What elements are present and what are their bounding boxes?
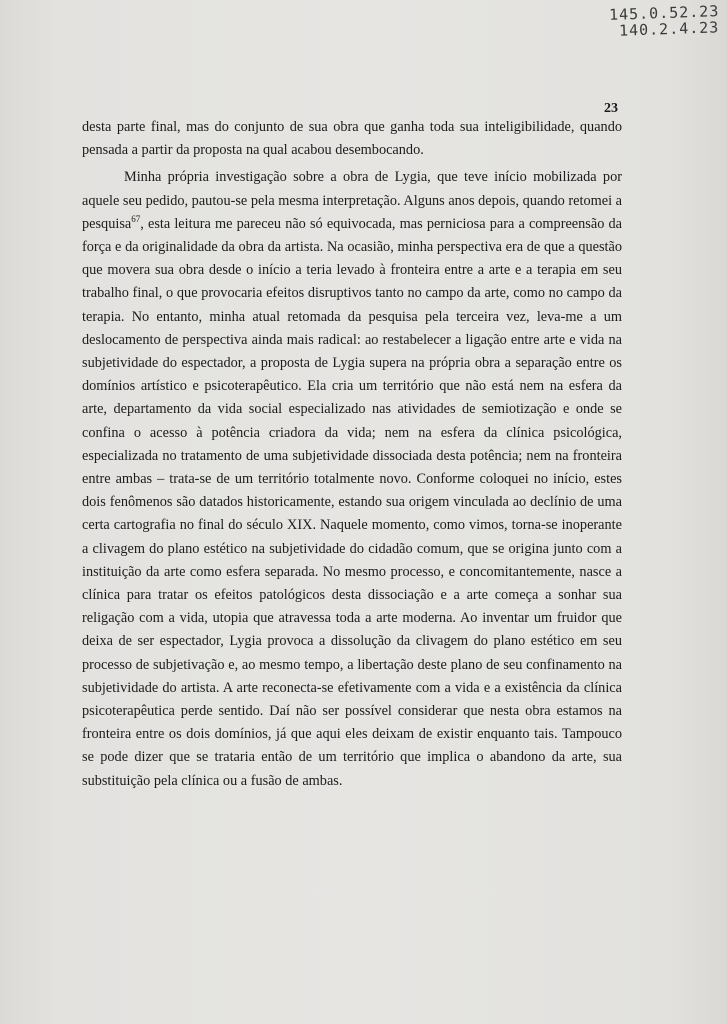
paragraph-1: desta parte final, mas do conjunto de sua obra que ganha toda sua inteligibilidade, quando pensada a partir da proposta na qual acabou desembocando. <box>82 119 622 159</box>
paragraph-2-start: Minha própria investigação sobre a obra de Lygia, que teve início mobilizada por aquele seu pedido, pautou-se pela mesma interpretação. Alguns anos depois, quando retomei a pesquisa <box>82 169 622 232</box>
page-number: 23 <box>604 101 618 116</box>
footnote-marker[interactable]: 67 <box>131 214 141 225</box>
paragraph-2-rest: , esta leitura me pareceu não só equivocada, mas perniciosa para a compreensão da força e da originalidade da obra da artista. Na ocasião, minha perspectiva era de que a questão que movera sua obra desde o início a teria levado à fronteira entre a arte e a terapia em seu trabalho final, o que provocaria efeitos disruptivos tanto no campo da arte, como no campo da terapia. No entanto, minha atual retomada da pesquisa pela terceira vez, leva-me a um deslocamento de perspectiva ainda mais radical: ao restabelecer a ligação entre arte e vida na subjetividade do espectador, a proposta de Lygia supera na própria obra a separação entre os domínios artístico e psicoterapêutico. Ela cria um território que não está nem na esfera da arte, departamento da vida social especializado nas atividades de semiotização e onde se confina o acesso à potência criadora da vida; nem na esfera da clínica psicológica, especializada no tratamento de uma subjetividade dissociada desta potência; nem na fronteira entre ambas – trata-se de um território totalmente novo. Conforme coloquei no início, estes dois fenômenos são datados historicamente, estando sua origem vinculada ao declínio de uma certa cartografia no final do século XIX. Naquele momento, como vimos, torna-se inoperante a clivagem do plano estético na subjetividade do cidadão comum, que se origina junto com a instituição da arte como esfera separada. No mesmo processo, e concomitantemente, nasce a clínica para tratar os efeitos patológicos desta dissociação e a arte começa a sonhar sua religação com a vida, utopia que atravessa toda a arte moderna. Ao inventar um fruidor que deixa de ser espectador, Lygia provoca a dissolução da clivagem do plano estético em seu processo de subjetivação e, ao mesmo tempo, a libertação deste plano de seu confinamento na subjetividade do artista. A arte reconecta-se efetivamente com a vida e a existência da clínica psicoterapêutica perde sentido. Daí não ser possível considerar que nesta obra estamos na fronteira entre os dois domínios, já que aqui eles deixam de existir enquanto tais. Tampouco se pode dizer que se trataria então de um território que implica o abandono da arte, sua substituição pela clínica ou a fusão de ambas. <box>82 215 622 789</box>
handwritten-annotation-1: 145.0.52.23 <box>608 2 720 24</box>
paragraph-2 <box>82 166 622 792</box>
handwritten-annotation-2: 140.2.4.23 <box>618 18 720 40</box>
body-text <box>82 116 622 793</box>
